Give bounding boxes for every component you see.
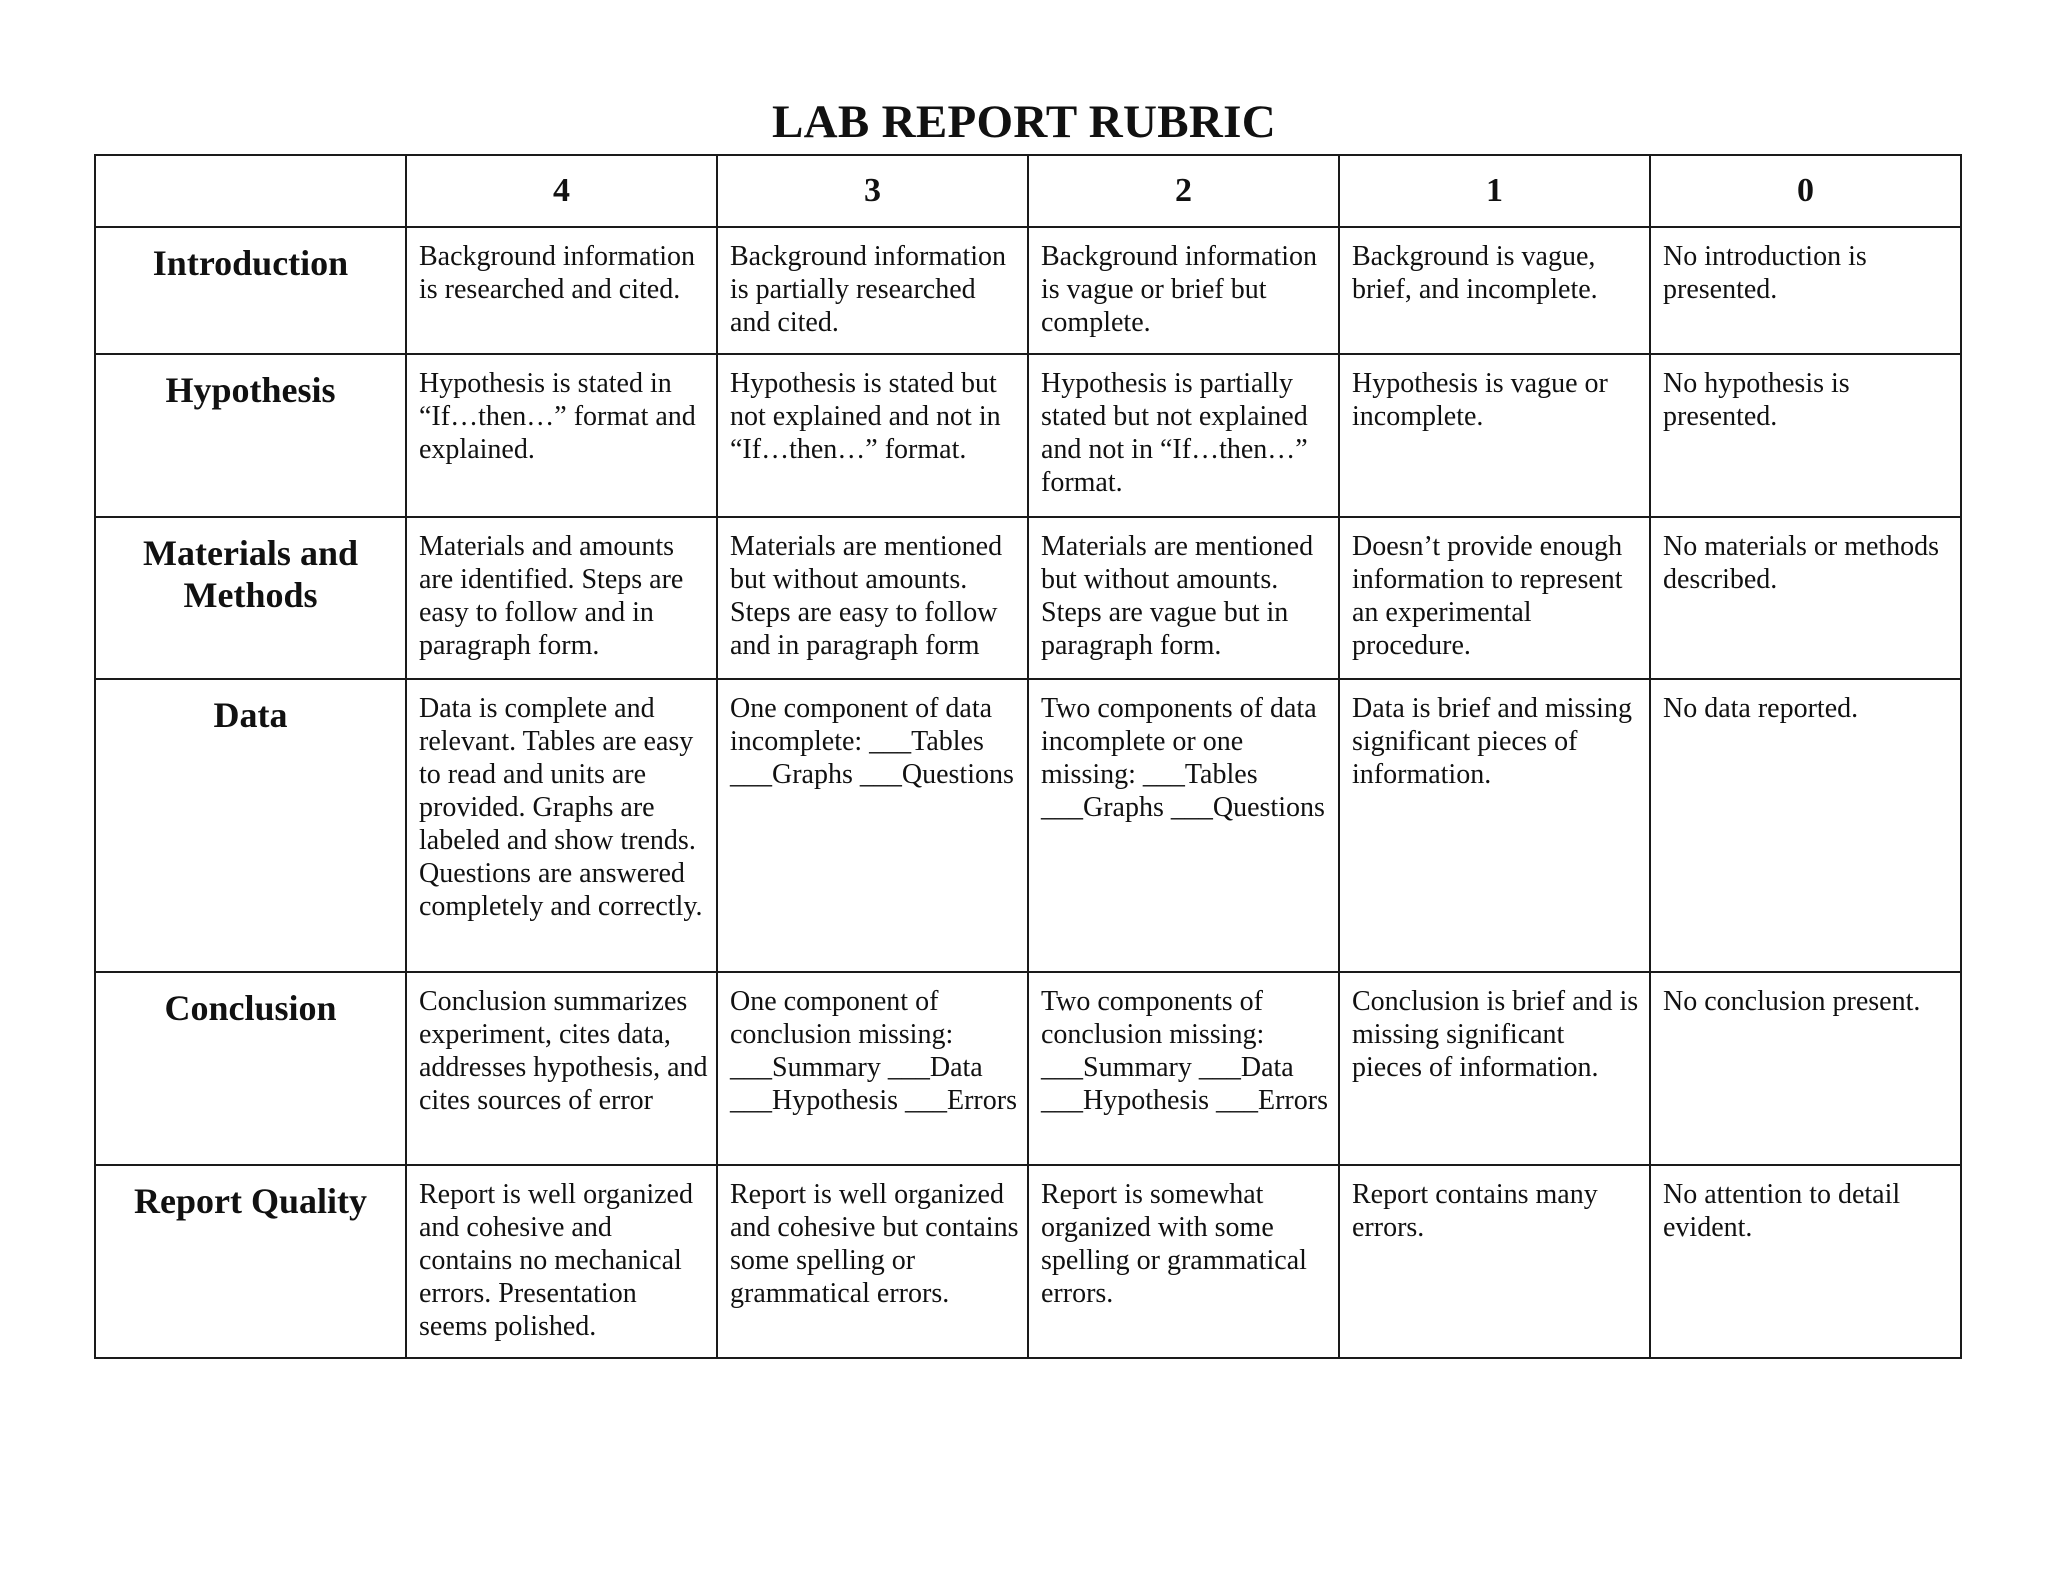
rubric-cell: Hypothesis is partially stated but not explained and not in “If…then…” format.: [1028, 354, 1339, 517]
rubric-cell: One component of conclusion missing: ___Summary ___Data ___Hypothesis ___Errors: [717, 972, 1028, 1165]
score-header: 1: [1339, 155, 1650, 227]
rubric-cell: Report is somewhat organized with some spelling or grammatical errors.: [1028, 1165, 1339, 1358]
criterion-label: Materials and Methods: [95, 517, 406, 679]
score-header: 4: [406, 155, 717, 227]
rubric-cell: No materials or methods described.: [1650, 517, 1961, 679]
rubric-cell: Hypothesis is vague or incomplete.: [1339, 354, 1650, 517]
rubric-cell: No conclusion present.: [1650, 972, 1961, 1165]
criterion-label: Report Quality: [95, 1165, 406, 1358]
rubric-cell: Report is well organized and cohesive but contains some spelling or grammatical errors.: [717, 1165, 1028, 1358]
page-title: LAB REPORT RUBRIC: [772, 96, 1276, 148]
rubric-table: [94, 154, 1962, 1359]
rubric-cell: No data reported.: [1650, 679, 1961, 972]
rubric-cell: Hypothesis is stated in “If…then…” format and explained.: [406, 354, 717, 517]
criterion-label: Conclusion: [95, 972, 406, 1165]
score-header-row: [95, 155, 1961, 227]
rubric-cell: Background information is researched and cited.: [406, 227, 717, 354]
rubric-cell: Two components of conclusion missing: ___Summary ___Data ___Hypothesis ___Errors: [1028, 972, 1339, 1165]
rubric-cell: Data is complete and relevant. Tables are easy to read and units are provided. Graphs are labeled and show trends. Questions are answered completely and correctly.: [406, 679, 717, 972]
rubric-cell: Materials and amounts are identified. Steps are easy to follow and in paragraph form.: [406, 517, 717, 679]
rubric-cell: Doesn’t provide enough information to represent an experimental procedure.: [1339, 517, 1650, 679]
criterion-label: Data: [95, 679, 406, 972]
rubric-row-introduction: [95, 227, 1961, 354]
rubric-row-hypothesis: [95, 354, 1961, 517]
rubric-cell: Conclusion is brief and is missing significant pieces of information.: [1339, 972, 1650, 1165]
rubric-row-conclusion: [95, 972, 1961, 1165]
rubric-row-materials-and-methods: [95, 517, 1961, 679]
rubric-cell: Conclusion summarizes experiment, cites data, addresses hypothesis, and cites sources of error: [406, 972, 717, 1165]
rubric-cell: No introduction is presented.: [1650, 227, 1961, 354]
criterion-label: Hypothesis: [95, 354, 406, 517]
rubric-cell: Hypothesis is stated but not explained and not in “If…then…” format.: [717, 354, 1028, 517]
rubric-cell: Background is vague, brief, and incomplete.: [1339, 227, 1650, 354]
rubric-row-report-quality: [95, 1165, 1961, 1358]
rubric-cell: No attention to detail evident.: [1650, 1165, 1961, 1358]
rubric-row-data: [95, 679, 1961, 972]
rubric-cell: Background information is vague or brief but complete.: [1028, 227, 1339, 354]
rubric-cell: One component of data incomplete: ___Tables ___Graphs ___Questions: [717, 679, 1028, 972]
score-header: 2: [1028, 155, 1339, 227]
rubric-cell: Materials are mentioned but without amounts. Steps are vague but in paragraph form.: [1028, 517, 1339, 679]
rubric-cell: Materials are mentioned but without amounts. Steps are easy to follow and in paragraph form: [717, 517, 1028, 679]
rubric-cell: Report contains many errors.: [1339, 1165, 1650, 1358]
score-header: 0: [1650, 155, 1961, 227]
criterion-label: Introduction: [95, 227, 406, 354]
score-header: 3: [717, 155, 1028, 227]
rubric-cell: Data is brief and missing significant pieces of information.: [1339, 679, 1650, 972]
header-corner-cell: [95, 155, 406, 227]
rubric-cell: Two components of data incomplete or one missing: ___Tables ___Graphs ___Questions: [1028, 679, 1339, 972]
rubric-cell: Report is well organized and cohesive and contains no mechanical errors. Presentation seems polished.: [406, 1165, 717, 1358]
rubric-cell: No hypothesis is presented.: [1650, 354, 1961, 517]
rubric-cell: Background information is partially researched and cited.: [717, 227, 1028, 354]
